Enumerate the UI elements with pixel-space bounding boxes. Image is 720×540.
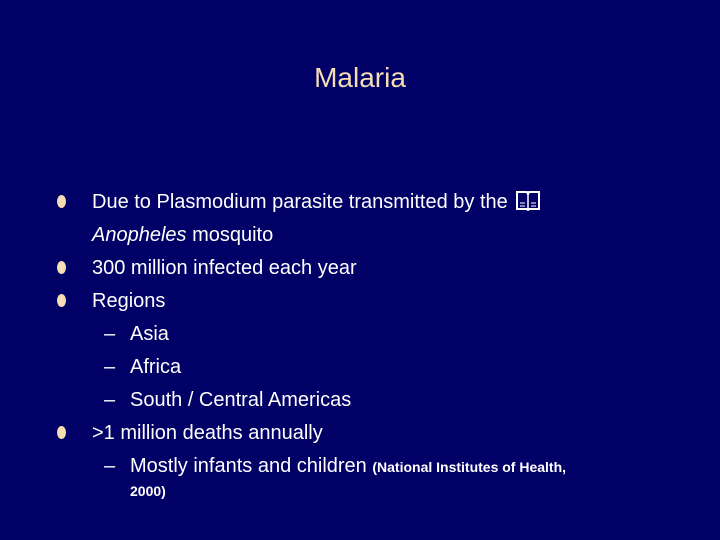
bullet-item-cause xyxy=(56,186,676,252)
bullet-text: 300 million infected each year xyxy=(92,257,357,279)
dash: – xyxy=(104,323,116,345)
slide-title: Malaria xyxy=(314,62,406,93)
bullet-dot xyxy=(57,261,66,274)
sub-item-text: Africa xyxy=(130,356,182,378)
bullet-item-regions xyxy=(56,285,676,318)
bullet-dot xyxy=(57,195,66,208)
bullet-text-cont: mosquito xyxy=(186,224,274,246)
citation-year: 2000) xyxy=(130,483,166,499)
bullet-text: Due to Plasmodium parasite transmitted by the xyxy=(92,191,508,213)
book-icon xyxy=(516,189,540,211)
bullet-text: >1 million deaths annually xyxy=(92,422,323,444)
dash: – xyxy=(104,455,116,477)
bullet-dot xyxy=(57,426,66,439)
bullet-text: Regions xyxy=(92,290,166,312)
sub-item-text: Asia xyxy=(130,323,169,345)
sub-item-text: Mostly infants and children xyxy=(130,455,367,477)
sub-item-infants xyxy=(56,450,676,484)
citation: (National Institutes of Health, xyxy=(372,459,567,475)
dash: – xyxy=(104,389,116,411)
dash: – xyxy=(104,356,116,378)
sub-item-text: South / Central Americas xyxy=(130,389,352,411)
sub-item-africa xyxy=(56,351,676,384)
sub-item-americas xyxy=(56,384,676,417)
bullet-item-deaths xyxy=(56,417,676,450)
sub-item-asia xyxy=(56,318,676,351)
bullet-dot xyxy=(57,294,66,307)
species-name: Anopheles xyxy=(92,224,187,246)
slide-body xyxy=(56,186,676,502)
bullet-item-infected xyxy=(56,252,676,285)
